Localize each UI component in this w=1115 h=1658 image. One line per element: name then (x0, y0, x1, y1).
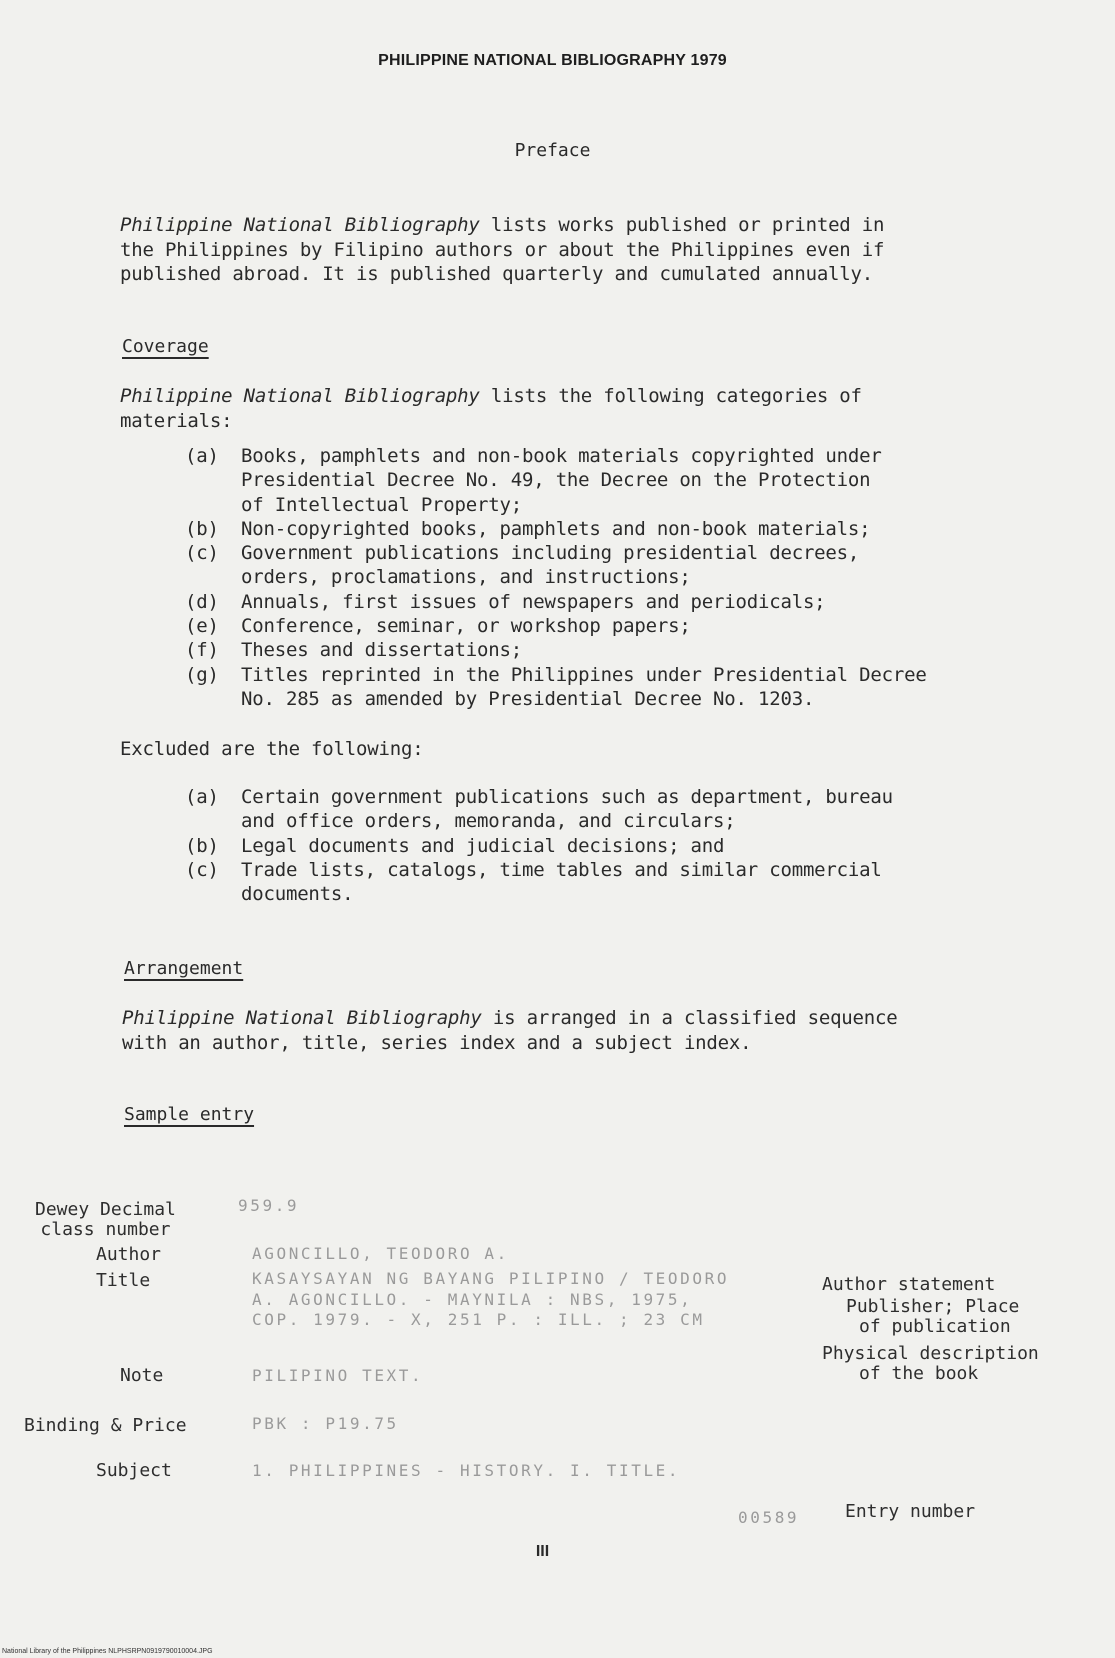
intro-line-2: the Philippines by Filipino authors or about the Philippines even if (120, 238, 885, 261)
subject-label: Subject (96, 1460, 172, 1481)
preface-title: Preface (514, 140, 591, 161)
item-text (241, 858, 882, 907)
author-statement-annotation: Author statement (822, 1274, 996, 1295)
arrangement-line-1 (122, 1006, 898, 1031)
item-text (241, 541, 859, 590)
sample-entry-heading: Sample entry (124, 1104, 255, 1125)
arrangement-line-2: with an author, title, series index and a subject index. (122, 1031, 752, 1054)
publication-title: Philippine National Bibliography (120, 214, 480, 236)
intro-paragraph (120, 213, 884, 287)
item-text (241, 785, 893, 834)
scan-footer: National Library of the Philippines NLPHSRPN0919790010004.JPG (2, 1648, 213, 1655)
item-label: (f) (185, 639, 219, 661)
entry-number-annotation: Entry number (845, 1501, 976, 1522)
intro-line-1 (120, 213, 884, 238)
item-label: (c) (185, 542, 219, 564)
subject-value: 1. PHILIPPINES - HISTORY. I. TITLE. (252, 1461, 681, 1480)
item-text (241, 614, 691, 638)
intro-line-3: published abroad. It is published quarterly and cumulated annually. (120, 263, 874, 285)
item-line: and office orders, memoranda, and circulars; (241, 810, 736, 833)
item-line: Theses and dissertations; (241, 639, 522, 661)
item-line: documents. (241, 883, 354, 906)
title-line-2: A. AGONCILLO. - MAYNILA : NBS, 1975, (252, 1289, 693, 1309)
physical-annotation-line-1: Physical description (822, 1343, 1039, 1364)
arrangement-heading: Arrangement (124, 958, 244, 979)
physical-description-annotation (822, 1344, 1039, 1384)
item-label: (a) (185, 445, 219, 467)
item-line: of Intellectual Property; (241, 493, 522, 516)
item-text (241, 638, 522, 662)
title-line-3: COP. 1979. - X, 251 P. : ILL. ; 23 CM (252, 1310, 705, 1329)
item-line: Annuals, first issues of newspapers and periodicals; (241, 591, 826, 613)
author-value: AGONCILLO, TEODORO A. (252, 1244, 509, 1263)
title-label: Title (96, 1270, 151, 1291)
note-value: PILIPINO TEXT. (252, 1366, 424, 1385)
item-label: (g) (185, 664, 219, 686)
item-label: (e) (185, 615, 219, 637)
item-label: (b) (185, 835, 219, 857)
item-line: Government publications including presidential decrees, (241, 542, 860, 564)
publication-title: Philippine National Bibliography (122, 1007, 482, 1029)
item-label: (d) (185, 591, 219, 613)
item-line: No. 285 as amended by Presidential Decree No. 1203. (241, 688, 815, 711)
item-line: Books, pamphlets and non-book materials copyrighted under (241, 445, 882, 467)
coverage-intro-line-1 (120, 384, 862, 409)
binding-price-value: PBK : P19.75 (252, 1414, 399, 1433)
publisher-annotation-line-2: of publication (859, 1316, 1011, 1337)
title-value (252, 1269, 729, 1331)
item-label: (b) (185, 518, 219, 540)
publisher-annotation (846, 1297, 1019, 1337)
dewey-label-line-2: class number (40, 1219, 171, 1240)
dewey-label (35, 1200, 176, 1240)
dewey-label-line-1: Dewey Decimal (35, 1199, 176, 1220)
class-number-value: 959.9 (238, 1196, 300, 1215)
item-label: (c) (185, 859, 219, 881)
running-header: PHILIPPINE NATIONAL BIBLIOGRAPHY 1979 (378, 52, 727, 69)
item-line: Certain government publications such as department, bureau (241, 786, 893, 808)
entry-number-value: 00589 (738, 1508, 800, 1527)
item-text (241, 834, 724, 858)
excluded-intro: Excluded are the following: (120, 738, 424, 760)
item-line: orders, proclamations, and instructions; (241, 566, 691, 589)
binding-price-label: Binding & Price (24, 1415, 187, 1436)
coverage-intro-line-2: materials: (120, 409, 233, 432)
arrangement-paragraph (122, 1006, 898, 1055)
publisher-annotation-line-1: Publisher; Place (846, 1296, 1020, 1317)
item-text (241, 444, 882, 517)
item-label: (a) (185, 786, 219, 808)
item-line: Trade lists, catalogs, time tables and similar commercial (241, 859, 882, 881)
item-text (241, 517, 870, 541)
item-line: Presidential Decree No. 49, the Decree on the Protection (241, 469, 871, 492)
publication-title: Philippine National Bibliography (120, 385, 480, 407)
physical-annotation-line-2: of the book (859, 1363, 979, 1384)
intro-line-1-text: lists works published or printed in (479, 214, 885, 236)
item-line: Conference, seminar, or workshop papers; (241, 615, 691, 637)
coverage-intro-text: lists the following categories of (479, 385, 862, 407)
arrangement-line-1-text: is arranged in a classified sequence (481, 1007, 898, 1029)
note-label: Note (120, 1365, 164, 1386)
author-label: Author (96, 1244, 162, 1265)
coverage-heading: Coverage (122, 336, 209, 357)
title-line-1: KASAYSAYAN NG BAYANG PILIPINO / TEODORO (252, 1269, 730, 1288)
item-line: Non-copyrighted books, pamphlets and non-book materials; (241, 518, 871, 540)
item-text (241, 590, 825, 614)
coverage-intro (120, 384, 862, 433)
item-text (241, 663, 927, 712)
page-number: III (535, 1543, 550, 1560)
item-line: Titles reprinted in the Philippines under Presidential Decree (241, 664, 927, 686)
item-line: Legal documents and judicial decisions; and (241, 835, 725, 857)
